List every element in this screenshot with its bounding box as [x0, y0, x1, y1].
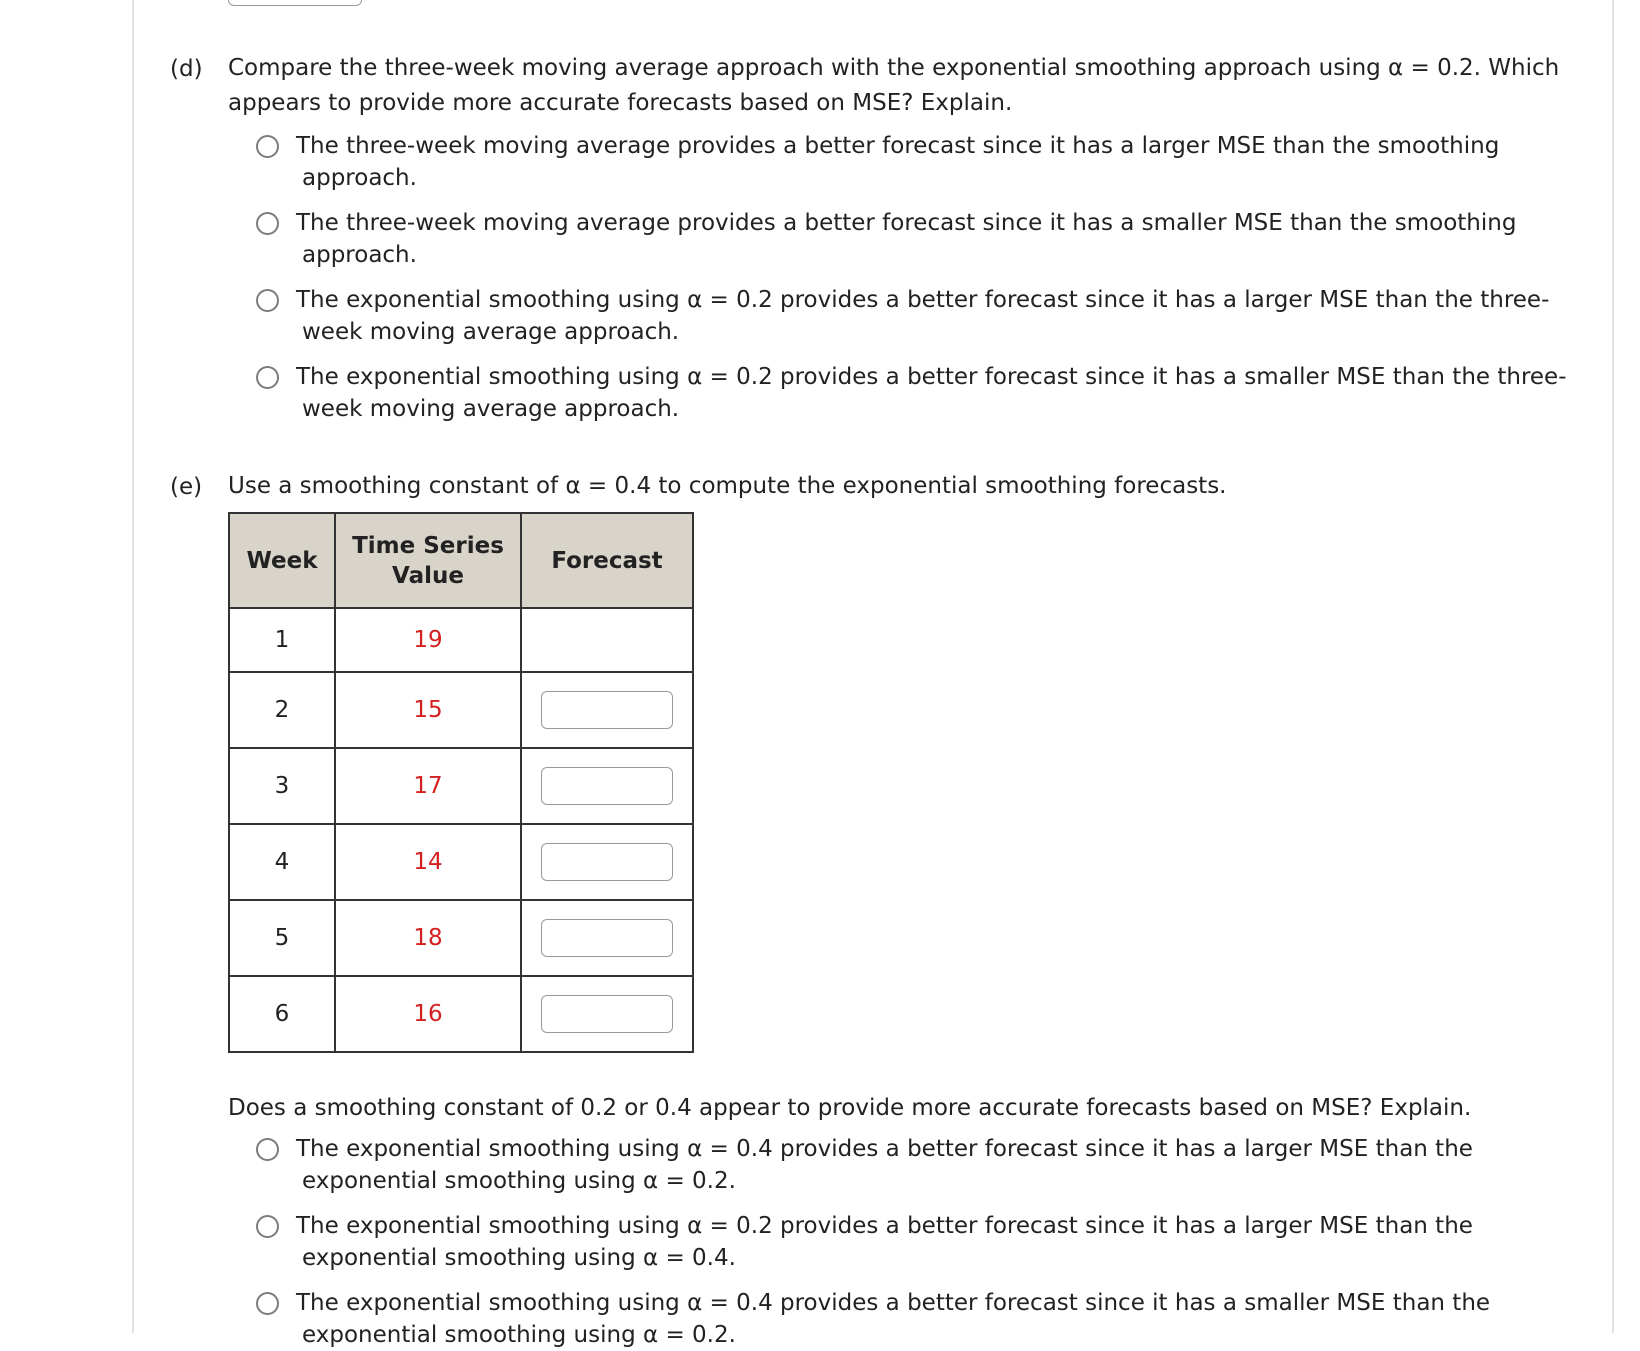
table-header-row [229, 513, 693, 608]
option-text: The three-week moving average provides a better forecast since it has a larger MSE than the smoothing [296, 133, 1500, 159]
forecast-cell [521, 748, 693, 824]
part-d-question [228, 51, 1598, 121]
forecast-cell [521, 824, 693, 900]
table-row [229, 672, 693, 748]
value-cell: 19 [335, 608, 521, 672]
forecast-cell [521, 672, 693, 748]
forecast-cell [521, 900, 693, 976]
table-row [229, 824, 693, 900]
value-cell: 14 [335, 824, 521, 900]
option-text-cont: week moving average approach. [302, 319, 680, 345]
content-border-left [132, 0, 134, 1333]
forecast-input-week-4[interactable] [541, 843, 673, 881]
part-d-label: (d) [170, 56, 203, 82]
part-d-question-line1: Compare the three-week moving average approach with the exponential smoothing approach using α = 0.2. Which [228, 55, 1560, 81]
forecast-cell [521, 976, 693, 1052]
table-row [229, 608, 693, 672]
option-text-cont: exponential smoothing using α = 0.2. [302, 1322, 736, 1348]
option-text: The exponential smoothing using α = 0.2 provides a better forecast since it has a smaller MSE than the three- [296, 364, 1567, 390]
week-cell: 4 [229, 824, 335, 900]
week-cell: 2 [229, 672, 335, 748]
option-text: The exponential smoothing using α = 0.4 provides a better forecast since it has a smaller MSE than the [296, 1290, 1491, 1316]
value-cell: 17 [335, 748, 521, 824]
option-text-cont: approach. [302, 165, 417, 191]
option-text-cont: approach. [302, 242, 417, 268]
table-row [229, 976, 693, 1052]
value-cell: 16 [335, 976, 521, 1052]
forecast-cell-empty [521, 608, 693, 672]
week-cell: 6 [229, 976, 335, 1052]
header-forecast: Forecast [521, 513, 693, 608]
radio-button[interactable] [256, 366, 279, 389]
radio-button[interactable] [256, 1292, 279, 1315]
week-cell: 1 [229, 608, 335, 672]
exponential-smoothing-table [228, 512, 694, 1053]
table-row [229, 748, 693, 824]
option-text-cont: exponential smoothing using α = 0.2. [302, 1168, 736, 1194]
table-row [229, 900, 693, 976]
header-week: Week [229, 513, 335, 608]
forecast-input-week-6[interactable] [541, 995, 673, 1033]
forecast-input-week-2[interactable] [541, 691, 673, 729]
header-time-series-value: Time Series Value [335, 513, 521, 608]
option-text-cont: exponential smoothing using α = 0.4. [302, 1245, 736, 1271]
radio-button[interactable] [256, 212, 279, 235]
forecast-input-week-5[interactable] [541, 919, 673, 957]
week-cell: 5 [229, 900, 335, 976]
option-text: The three-week moving average provides a better forecast since it has a smaller MSE than the smoothing [296, 210, 1517, 236]
part-e-followup-question: Does a smoothing constant of 0.2 or 0.4 appear to provide more accurate forecasts based on MSE? Explain. [228, 1095, 1472, 1121]
forecast-input-week-3[interactable] [541, 767, 673, 805]
radio-button[interactable] [256, 1215, 279, 1238]
option-text: The exponential smoothing using α = 0.4 provides a better forecast since it has a larger MSE than the [296, 1136, 1473, 1162]
value-cell: 18 [335, 900, 521, 976]
option-text-cont: week moving average approach. [302, 396, 680, 422]
previous-answer-input[interactable] [228, 0, 362, 6]
week-cell: 3 [229, 748, 335, 824]
radio-button[interactable] [256, 135, 279, 158]
option-text: The exponential smoothing using α = 0.2 provides a better forecast since it has a larger MSE than the three- [296, 287, 1550, 313]
option-text: The exponential smoothing using α = 0.2 provides a better forecast since it has a larger MSE than the [296, 1213, 1473, 1239]
part-e-label: (e) [170, 474, 203, 500]
part-d-question-line2: appears to provide more accurate forecasts based on MSE? Explain. [228, 90, 1013, 116]
radio-button[interactable] [256, 289, 279, 312]
radio-button[interactable] [256, 1138, 279, 1161]
value-cell: 15 [335, 672, 521, 748]
part-e-question: Use a smoothing constant of α = 0.4 to compute the exponential smoothing forecasts. [228, 473, 1227, 499]
content-border-right [1612, 0, 1614, 1333]
